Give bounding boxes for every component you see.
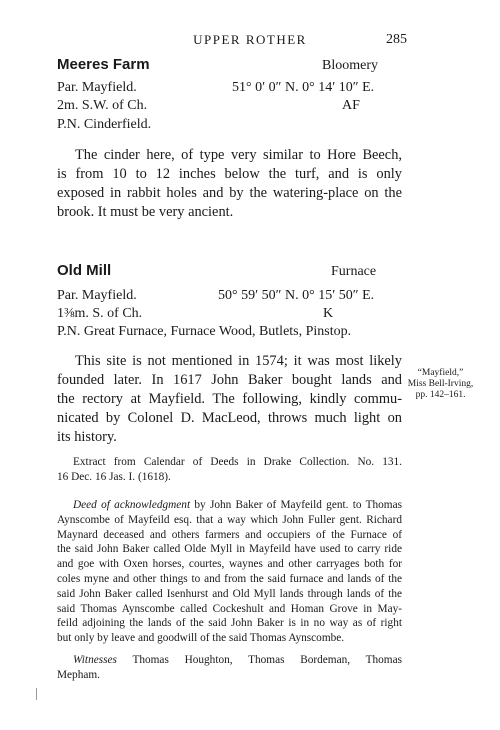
text-line: but only by leave and goodwill of the said Thomas Aynscombe. (57, 632, 345, 645)
text-line: Maynard deceased and others farmers and occupiers of the Furnace of (57, 528, 402, 541)
text-line: brook. It must be very ancient. (57, 204, 234, 220)
text-line: Extract from Calendar of Deeds in Drake Collection. No. 131. (73, 456, 402, 468)
text-line: said John Baker called Isenhurst and Old Myll lands through lands of the (57, 587, 402, 600)
margin-note-line: “Mayfield,” (417, 368, 464, 378)
entry-title-meeres-farm: Meeres Farm (57, 56, 150, 73)
text-line: Mepham. (57, 668, 100, 681)
text-line: is from 10 to 12 inches below the turf, and is only (57, 166, 402, 182)
coordinates: 50° 59′ 50″ N. 0° 15′ 50″ E. (218, 288, 375, 303)
text-line: said Thomas Aynscombe called Cockeshult and Homan Grove in May- (57, 602, 402, 615)
margin-mark (36, 688, 37, 700)
distance-line: 2m. S.W. of Ch. (57, 98, 148, 113)
text-line: Deed of acknowledgment by John Baker of Mayfeild gent. to Thomas (73, 499, 402, 511)
text-line: nicated by Colonel D. MacLeod, throws much light on (57, 410, 402, 426)
grid-reference: K (323, 306, 334, 321)
grid-reference: AF (342, 98, 360, 113)
text-line: coles myne and other things to and from the said furnace and lands of the (57, 572, 402, 585)
text-line: 16 Dec. 16 Jas. I. (1618). (57, 470, 171, 483)
entry-type-bloomery: Bloomery (322, 58, 378, 73)
parish-line: Par. Mayfield. (57, 288, 137, 303)
running-head: UPPER ROTHER (193, 32, 307, 47)
parish-line: Par. Mayfield. (57, 80, 137, 95)
deed-text (57, 498, 402, 646)
place-name-line: P.N. Cinderfield. (57, 117, 152, 132)
coordinates: 51° 0′ 0″ N. 0° 14′ 10″ E. (232, 80, 375, 95)
text-line: feild adjoining the lands of the said John Baker is in no way as of right (57, 617, 402, 630)
text-line: founded later. In 1617 John Baker bought lands and (57, 372, 402, 388)
text-line: its history. (57, 429, 117, 445)
place-name-line: P.N. Great Furnace, Furnace Wood, Butlets, Pinstop. (57, 324, 352, 339)
text-line: exposed in rabbit holes and by the watering-place on the (57, 185, 402, 201)
text-line: The cinder here, of type very similar to Hore Beech, (75, 147, 402, 163)
text-line: the said John Baker called Olde Myll in Mayfeild have used to carry ride (57, 543, 402, 556)
text-line: Aynscombe of Mayfeild esq. that a way which John Fuller gent. Richard (57, 513, 402, 526)
text-line: and goe with Oxen horses, courtes, waynes and other carryages both for (57, 558, 402, 571)
margin-note-line: pp. 142–161. (415, 390, 466, 400)
entry-type-furnace: Furnace (331, 264, 377, 279)
margin-note (403, 368, 478, 401)
deed-heading: Deed of acknowledgment (73, 499, 191, 511)
page-number: 285 (386, 32, 407, 47)
entry1-paragraph (57, 146, 402, 222)
margin-note-line: Miss Bell-Irving, (407, 379, 474, 389)
extract-citation (57, 455, 402, 485)
entry-title-old-mill: Old Mill (57, 262, 112, 279)
witnesses-heading: Witnesses (73, 654, 117, 666)
entry2-paragraph (57, 352, 402, 447)
text-line: the rectory at Mayfield. The following, kindly commu- (57, 391, 402, 407)
text-line: This site is not mentioned in 1574; it was most likely (75, 353, 402, 369)
distance-line: 1⅜m. S. of Ch. (57, 306, 143, 321)
text-line: Witnesses Thomas Houghton, Thomas Bordeman, Thomas (73, 654, 402, 666)
witnesses (57, 653, 402, 683)
